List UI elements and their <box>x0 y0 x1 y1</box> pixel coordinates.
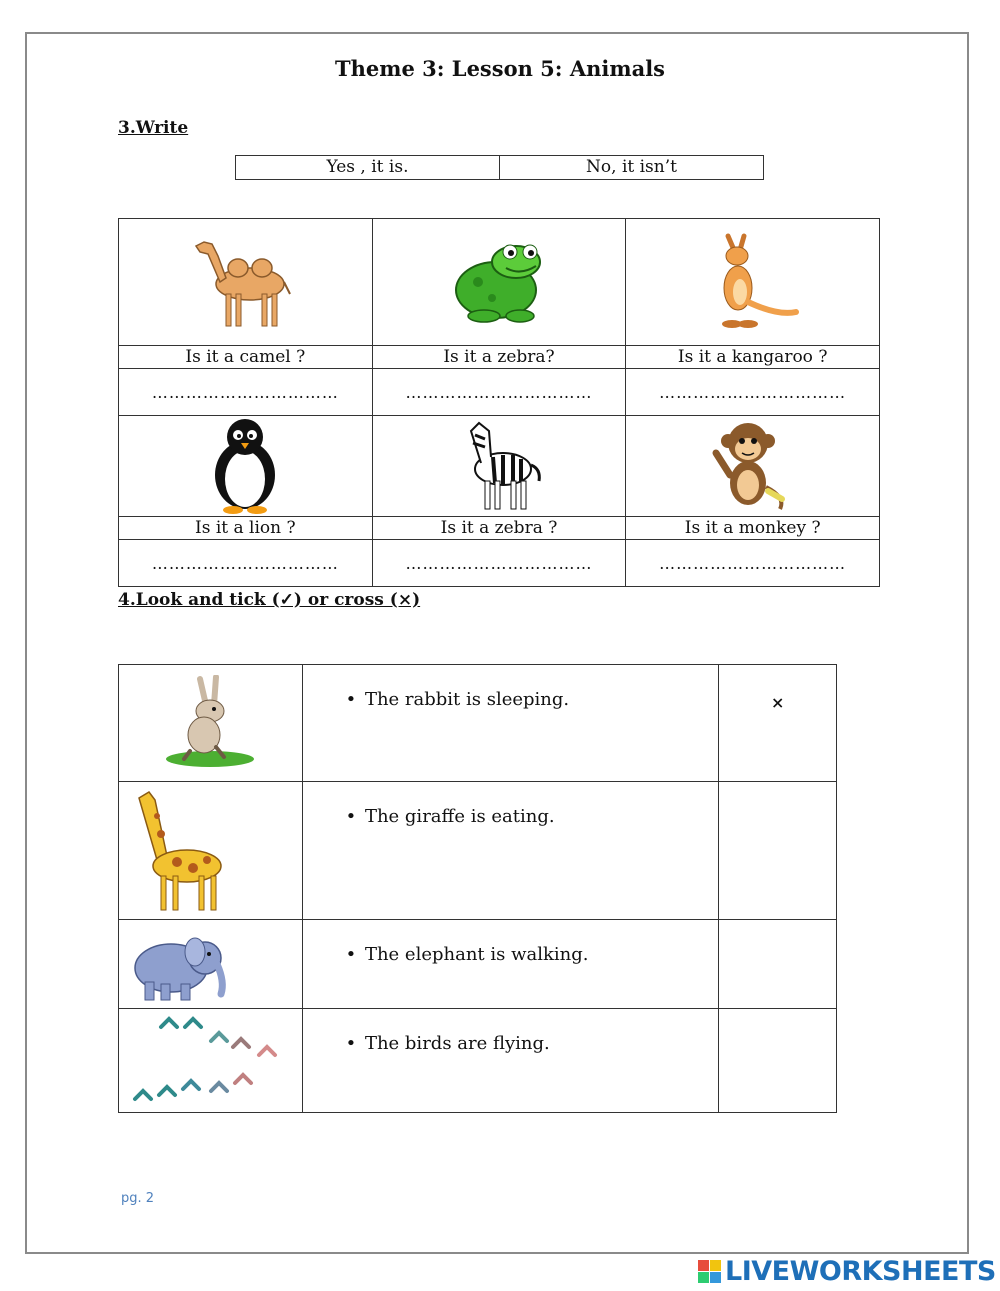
logo-square-yellow <box>710 1260 721 1271</box>
tick-mark-1[interactable] <box>719 665 837 782</box>
frog-icon <box>444 232 554 332</box>
answer-blank-camel[interactable]: …………………………… <box>119 369 373 416</box>
bullet-4: • <box>345 1033 357 1054</box>
answer-blank-kangaroo[interactable]: …………………………… <box>626 369 880 416</box>
tick-mark-1-value: × <box>771 693 785 712</box>
monkey-picture-cell <box>626 416 880 517</box>
answer-blank-zebra-2[interactable]: …………………………… <box>372 540 626 587</box>
rabbit-picture-cell <box>119 665 303 782</box>
bullet-1: • <box>345 689 357 710</box>
question-kangaroo: Is it a kangaroo ? <box>626 346 880 369</box>
liveworksheets-branding[interactable] <box>698 1254 996 1288</box>
section3-heading: 3.Write <box>118 118 189 138</box>
tick-item-2 <box>302 782 719 920</box>
tick-sentence-3: The elephant is walking. <box>364 944 589 965</box>
tick-item-4 <box>302 1009 719 1113</box>
answer-blank-monkey[interactable]: …………………………… <box>626 540 880 587</box>
camel-picture-cell <box>119 219 373 346</box>
bullet-2: • <box>345 806 357 827</box>
worksheet-title: Theme 3: Lesson 5: Animals <box>334 56 666 81</box>
answer-bank <box>235 155 764 180</box>
tick-cross-table <box>118 664 837 1113</box>
answer-option-yes: Yes , it is. <box>326 157 409 177</box>
tick-mark-4[interactable] <box>719 1009 837 1113</box>
kangaroo-icon <box>698 232 808 332</box>
tick-sentence-1: The rabbit is sleeping. <box>364 689 570 710</box>
page-number: pg. 2 <box>121 1191 155 1206</box>
kangaroo-picture-cell <box>626 219 880 346</box>
penguin-picture-cell <box>119 416 373 517</box>
giraffe-picture-cell <box>119 782 303 920</box>
question-zebra-1: Is it a zebra? <box>372 346 626 369</box>
zebra-icon <box>449 417 549 515</box>
question-grid <box>118 218 880 587</box>
frog-picture-cell <box>372 219 626 346</box>
question-zebra-2: Is it a zebra ? <box>372 517 626 540</box>
answer-option-no: No, it isn’t <box>499 156 763 179</box>
penguin-icon <box>205 417 285 515</box>
answer-blank-zebra-1[interactable]: …………………………… <box>372 369 626 416</box>
bullet-3: • <box>345 944 357 965</box>
tick-mark-2[interactable] <box>719 782 837 920</box>
question-lion: Is it a lion ? <box>119 517 373 540</box>
logo-square-blue <box>710 1272 721 1283</box>
question-monkey: Is it a monkey ? <box>626 517 880 540</box>
tick-sentence-2: The giraffe is eating. <box>364 806 555 827</box>
liveworksheets-logo-icon <box>698 1260 721 1283</box>
tick-item-3 <box>302 920 719 1009</box>
logo-square-green <box>698 1272 709 1283</box>
monkey-icon <box>708 417 798 515</box>
tick-mark-3[interactable] <box>719 920 837 1009</box>
liveworksheets-wordmark: LIVEWORKSHEETS <box>725 1255 996 1287</box>
camel-icon <box>190 232 300 332</box>
rabbit-icon <box>160 675 260 771</box>
zebra-picture-cell <box>372 416 626 517</box>
tick-item-1 <box>302 665 719 782</box>
tick-sentence-4: The birds are flying. <box>364 1033 550 1054</box>
elephant-picture-cell <box>119 920 303 1009</box>
birds-icon <box>125 1011 295 1111</box>
elephant-icon <box>125 922 235 1006</box>
answer-blank-lion[interactable]: …………………………… <box>119 540 373 587</box>
section4-heading: 4.Look and tick (✓) or cross (×) <box>118 590 421 610</box>
birds-picture-cell <box>119 1009 303 1113</box>
logo-square-red <box>698 1260 709 1271</box>
question-camel: Is it a camel ? <box>119 346 373 369</box>
giraffe-icon <box>127 786 237 916</box>
